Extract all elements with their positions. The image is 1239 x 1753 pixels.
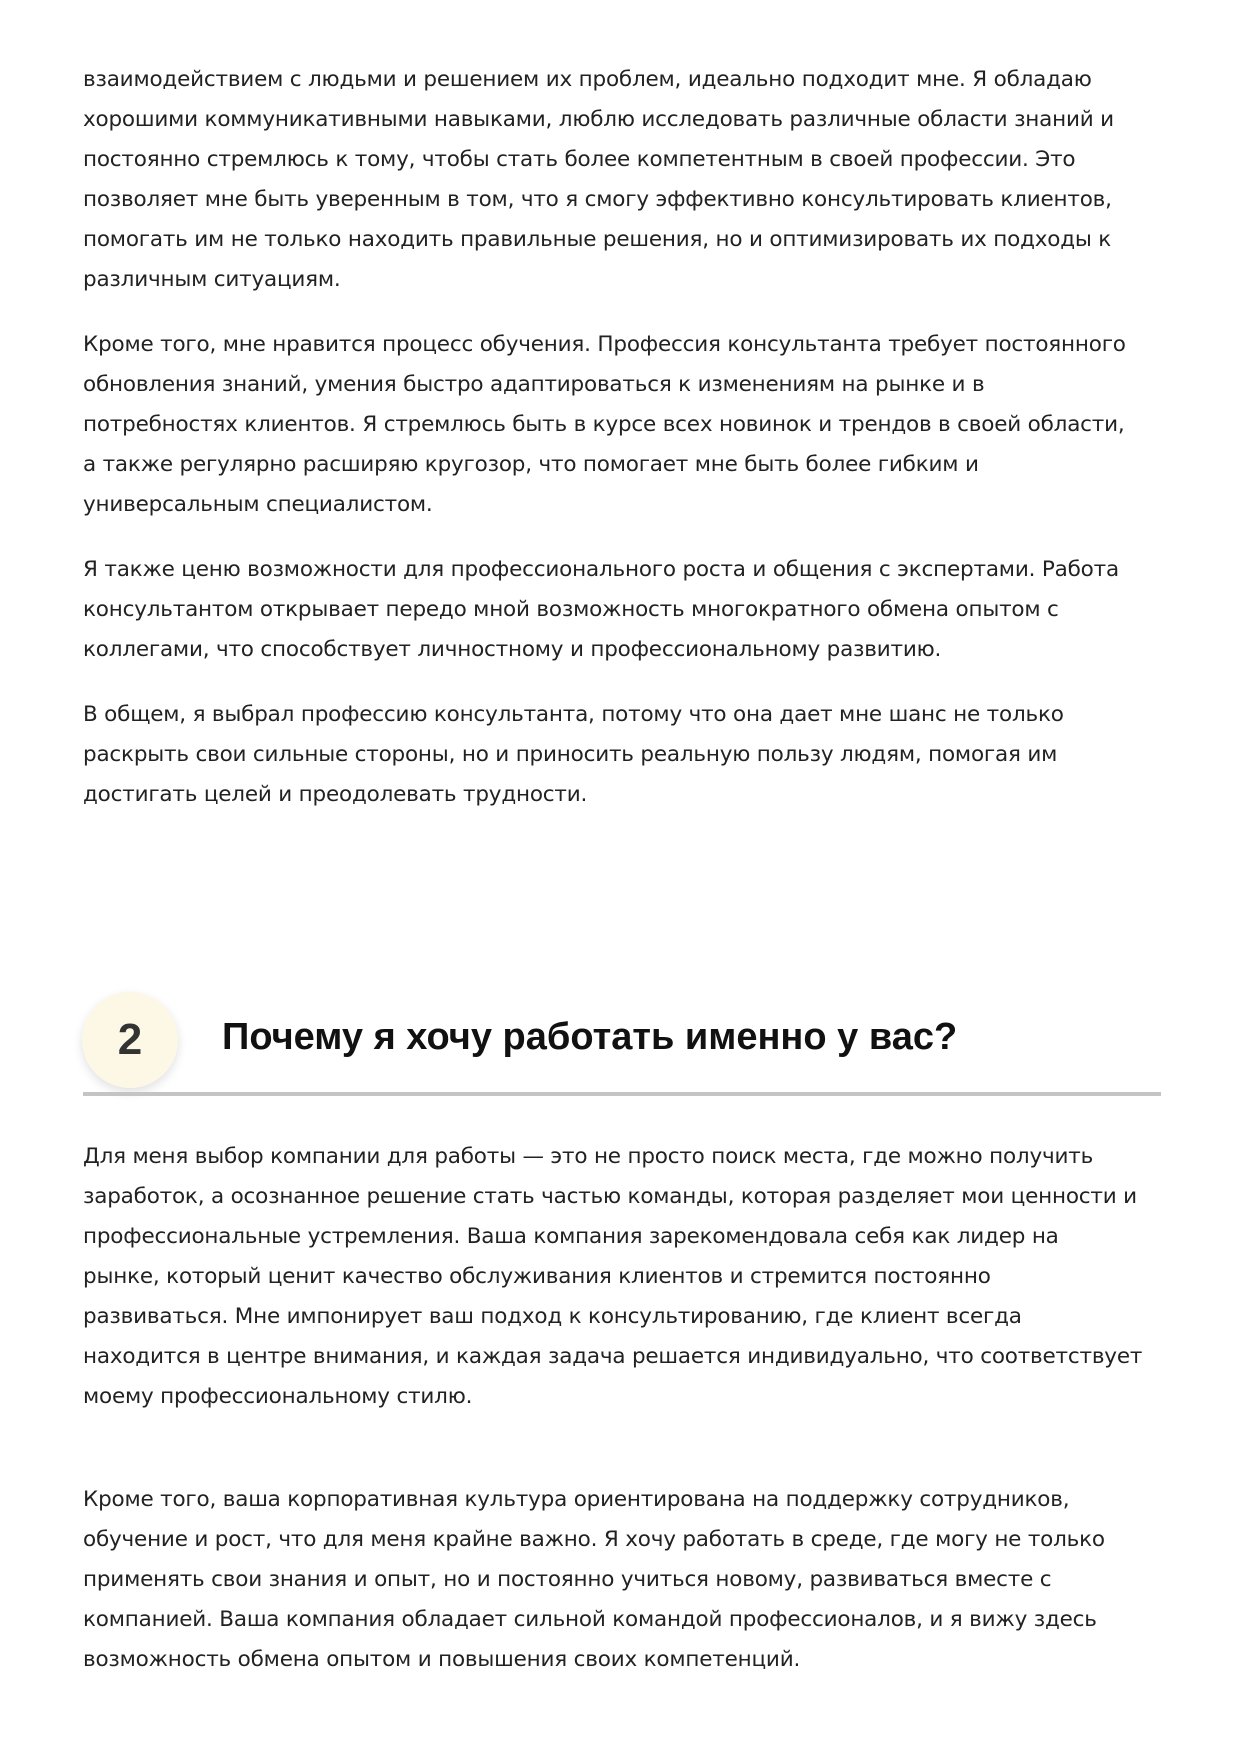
- paragraph: [83, 695, 1163, 815]
- text-line: профессиональные устремления. Ваша компания зарекомендовала себя как лидер на: [83, 1224, 1059, 1249]
- text-line: рынке, который ценит качество обслуживания клиентов и стремится постоянно: [83, 1264, 991, 1289]
- text-line: потребностях клиентов. Я стремлюсь быть в курсе всех новинок и трендов в своей области,: [83, 412, 1125, 437]
- paragraph: [83, 325, 1163, 525]
- text-line: заработок, а осознанное решение стать частью команды, которая разделяет мои ценности и: [83, 1184, 1137, 1209]
- paragraph: [83, 1480, 1163, 1680]
- text-line: взаимодействием с людьми и решением их проблем, идеально подходит мне. Я обладаю: [83, 67, 1092, 92]
- text-line: Кроме того, мне нравится процесс обучения. Профессия консультанта требует постоянного: [83, 332, 1126, 357]
- text-line: а также регулярно расширяю кругозор, что помогает мне быть более гибким и: [83, 452, 979, 477]
- text-line: консультантом открывает передо мной возможность многократного обмена опытом с: [83, 597, 1059, 622]
- text-line: помогать им не только находить правильные решения, но и оптимизировать их подходы к: [83, 227, 1112, 252]
- text-line: применять свои знания и опыт, но и постоянно учиться новому, развиваться вместе с: [83, 1567, 1052, 1592]
- text-line: универсальным специалистом.: [83, 492, 433, 517]
- section-number-badge: 2: [82, 992, 178, 1088]
- text-line: компанией. Ваша компания обладает сильной командой профессионалов, и я вижу здесь: [83, 1607, 1097, 1632]
- section-heading: Почему я хочу работать именно у вас?: [222, 1016, 958, 1058]
- text-line: обновления знаний, умения быстро адаптироваться к изменениям на рынке и в: [83, 372, 985, 397]
- text-line: достигать целей и преодолевать трудности.: [83, 782, 588, 807]
- text-line: Я также ценю возможности для профессионального роста и общения с экспертами. Работа: [83, 557, 1119, 582]
- text-line: позволяет мне быть уверенным в том, что я смогу эффективно консультировать клиентов,: [83, 187, 1112, 212]
- text-line: развиваться. Мне импонирует ваш подход к консультированию, где клиент всегда: [83, 1304, 1022, 1329]
- text-line: постоянно стремлюсь к тому, чтобы стать более компетентным в своей профессии. Это: [83, 147, 1076, 172]
- text-line: возможность обмена опытом и повышения своих компетенций.: [83, 1647, 801, 1672]
- paragraph: [83, 550, 1163, 670]
- text-line: В общем, я выбрал профессию консультанта, потому что она дает мне шанс не только: [83, 702, 1064, 727]
- text-line: Для меня выбор компании для работы — это не просто поиск места, где можно получить: [83, 1144, 1094, 1169]
- text-line: Кроме того, ваша корпоративная культура ориентирована на поддержку сотрудников,: [83, 1487, 1070, 1512]
- text-line: находится в центре внимания, и каждая задача решается индивидуально, что соответствует: [83, 1344, 1143, 1369]
- text-line: коллегами, что способствует личностному и профессиональному развитию.: [83, 637, 942, 662]
- paragraph: [83, 1137, 1163, 1417]
- text-line: раскрыть свои сильные стороны, но и приносить реальную пользу людям, помогая им: [83, 742, 1058, 767]
- heading-divider: [83, 1092, 1161, 1096]
- text-line: обучение и рост, что для меня крайне важно. Я хочу работать в среде, где могу не только: [83, 1527, 1105, 1552]
- text-line: различным ситуациям.: [83, 267, 341, 292]
- text-line: моему профессиональному стилю.: [83, 1384, 473, 1409]
- paragraph: [83, 60, 1163, 300]
- text-line: хорошими коммуникативными навыками, люблю исследовать различные области знаний и: [83, 107, 1114, 132]
